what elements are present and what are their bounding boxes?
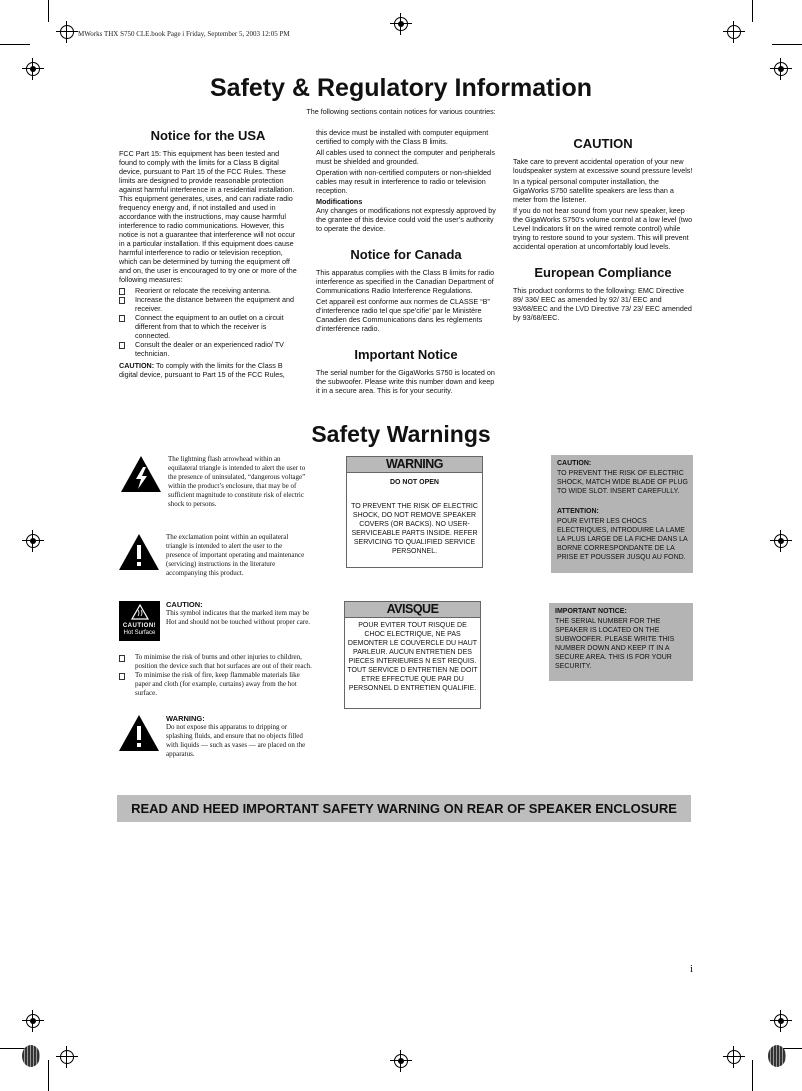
list-item: Increase the distance between the equipment and receiver. (119, 295, 297, 313)
important-notice-heading: Important Notice (354, 347, 458, 362)
hot-icon-label: CAUTION! (122, 623, 157, 629)
lightning-description: The lightning flash arrowhead within an equilateral triangle is intended to alert the user to the presence of uninsulated, “dangerous voltage” within the product’s enclosure, that may be of sufficient magnitude to constitute risk of electric shock to persons. (168, 455, 306, 508)
operation-paragraph: Operation with non-certified computers or non-shielded cables may result in interference to radio or television reception. (316, 168, 491, 195)
caution-paragraph: Take care to prevent accidental operation of your new loudspeaker system at excessive sound pressure levels! (513, 157, 693, 175)
canada-english: This apparatus complies with the Class B limits for radio interference as specified in the Canadian Department of Communications Radio Interference Regulations. (316, 268, 495, 295)
crop-mark (752, 1060, 753, 1091)
plug-caution-text: TO PREVENT THE RISK OF ELECTRIC SHOCK, MATCH WIDE BLADE OF PLUG TO WIDE SLOT. INSERT CAREFULLY. (557, 470, 688, 495)
modifications-text: Any changes or modifications not expressly approved by the grantee of this device could void the user’s authority to operate the device. (316, 206, 496, 233)
crop-mark (752, 0, 753, 22)
list-item: To minimise the risk of burns and other injuries to children, position the device such that hot surfaces are out of their reach. (119, 653, 315, 671)
important-notice-label: IMPORTANT NOTICE: (555, 608, 627, 615)
fcc-measures-list (119, 286, 297, 358)
book-header: MWorks THX S750 CLE.book Page i Friday, September 5, 2003 12:05 PM (78, 30, 290, 38)
class-b-paragraph: this device must be installed with computer equipment certified to comply with the Class B limits. (316, 128, 489, 146)
safety-warnings-title: Safety Warnings (311, 421, 491, 447)
hot-surface-bullets (119, 653, 315, 698)
avisque-text: POUR EVITER TOUT RISQUE DE CHOC ELECTRIQUE, NE PAS DEMONTER LE COUVERCLE DU HAUT PARLEUR. AUCUN ENTRETIEN DES PIECES INTERIEURES N EST REQUIS. TOUT SERVICE D ENTRETIEN NE DOIT ETRE EFFECTUE QUE PAR DU PERSONNEL D ENTRETIEN QUALIFIE. (347, 622, 478, 692)
color-bar-mark (22, 1045, 40, 1067)
canada-french: Cet appareil est conforme aux normes de CLASSE “B” d’interference radio tel que spe’cifie’ par le Ministère Canadien des Communications dans les règlements d’interférence radio. (316, 297, 490, 333)
warning-box-heading: WARNING (347, 457, 482, 473)
avisque-heading: AVISQUE (345, 602, 480, 618)
crop-mark (0, 44, 30, 45)
page-title: Safety & Regulatory Information (210, 74, 592, 102)
caution-heading: CAUTION (573, 136, 633, 151)
crop-mark (772, 44, 802, 45)
hot-icon-sublabel: Hot Surface (123, 630, 156, 636)
european-compliance-text: This product conforms to the following: EMC Directive 89/ 336/ EEC as amended by 92/ 31/ EEC and 93/68/EEC and the LVD Directive 73/ 23/ EEC amended by 93/68/EEC. (513, 286, 692, 322)
registration-mark (390, 1050, 412, 1072)
registration-mark (723, 21, 745, 43)
registration-mark (56, 1046, 78, 1068)
registration-mark (770, 530, 792, 552)
attention-label: ATTENTION: (557, 508, 599, 515)
list-item: Reorient or relocate the receiving antenna. (119, 286, 297, 295)
plug-caution-label: CAUTION: (557, 460, 592, 467)
fcc-paragraph: FCC Part 15: This equipment has been tested and found to comply with the limits for a Class B digital device, pursuant to Part 15 of the FCC Rules. These limits are designed to provide reasonable protection against harmful interference in a residential installation. This equipment generates, uses, and can radiate radio frequency energy and, if not installed and used in accordance with the instructions, may cause harmful interference to radio communications. However, this notice is not a guarantee that interference will not occur in a particular installation. If this equipment does cause harmful interference to radio or television reception, which can be determined by turning the equipment off and on, the user is encouraged to try one or more of the following measures: (119, 149, 297, 284)
warning-box (346, 456, 483, 568)
list-item: Connect the equipment to an outlet on a circuit different from that to which the receiver is connected. (119, 313, 297, 340)
registration-mark (22, 1010, 44, 1032)
fcc-caution: CAUTION: To comply with the limits for the Class B digital device, pursuant to Part 15 of the FCC Rules, (119, 361, 285, 379)
exclamation-warning-icon (118, 533, 160, 576)
registration-mark (770, 1010, 792, 1032)
caution-paragraph: If you do not hear sound from your new speaker, keep the GigaWorks S750’s volume control at a low level (two Level Indicators lit on the wired remote control) while trying to restore sound to your system. This will prevent accidental operation at uncomfortably loud levels. (513, 206, 693, 251)
crop-mark (48, 0, 49, 22)
crop-mark (48, 1060, 49, 1091)
important-notice-text: The serial number for the GigaWorks S750 is located on the subwoofer. Please write this number down and keep it in a secure area. This is for your security. (316, 368, 495, 395)
canada-heading: Notice for Canada (350, 247, 462, 262)
hot-surface-icon (119, 601, 160, 641)
usa-notice (119, 128, 297, 381)
attention-text: POUR EVITER LES CHOCS ELECTRIQUES, INTRODUIRE LA LAME LA PLUS LARGE DE LA FICHE DANS LA BORNE CORRESPONDANTE DE LA PRISE ET POUSSER JUSQU AU FOND. (557, 518, 688, 561)
registration-mark (22, 530, 44, 552)
warning-box-text: TO PREVENT THE RISK OF ELECTRIC SHOCK, DO NOT REMOVE SPEAKER COVERS (OR BACKS). NO USER-SERVICEABLE PARTS INSIDE. REFER SERVICING TO QUALIFIED SERVICE PERSONNEL. (351, 503, 478, 555)
warning-box-subheading: DO NOT OPEN (389, 479, 439, 486)
cables-paragraph: All cables used to connect the computer and peripherals must be shielded and grounded. (316, 148, 495, 166)
page-subtitle: The following sections contain notices for various countries: (306, 107, 496, 116)
safety-banner: READ AND HEED IMPORTANT SAFETY WARNING ON REAR OF SPEAKER ENCLOSURE (117, 795, 691, 822)
liquid-warning-icon (118, 714, 160, 757)
list-item: To minimise the risk of fire, keep flammable materials like paper and cloth (for example, curtains) away from the hot surface. (119, 671, 315, 698)
registration-mark (390, 13, 412, 35)
exclamation-description: The exclamation point within an equilateral triangle is intended to alert the user to the presence of important operating and maintenance (servicing) instructions in the literature accompanying this product. (166, 533, 305, 577)
list-item: Consult the dealer or an experienced radio/ TV technician. (119, 340, 297, 358)
liquid-warning-description: WARNING: Do not expose this apparatus to dripping or splashing fluids, and ensure that no objects filled with liquids — such as vases — are placed on the apparatus. (166, 714, 306, 758)
modifications-heading: Modifications (316, 197, 363, 206)
lightning-warning-icon (120, 455, 162, 498)
important-notice-box (549, 603, 693, 681)
color-bar-mark (768, 1045, 786, 1067)
registration-mark (56, 21, 78, 43)
registration-mark (723, 1046, 745, 1068)
caution-paragraph: In a typical personal computer installation, the GigaWorks S750 satellite speakers are less than a meter from the listener. (513, 177, 674, 204)
hot-surface-description: CAUTION: This symbol indicates that the marked item may be Hot and should not be touched without proper care. (166, 600, 311, 626)
usa-heading: Notice for the USA (150, 128, 266, 143)
important-notice-box-text: THE SERIAL NUMBER FOR THE SPEAKER IS LOCATED ON THE SUBWOOFER. PLEASE WRITE THIS NUMBER DOWN AND KEEP IT IN A SECURE AREA. THIS IS FOR YOUR SECURITY. (555, 618, 675, 670)
middle-column (316, 128, 496, 397)
right-column (513, 136, 693, 324)
european-compliance-heading: European Compliance (534, 265, 672, 280)
page-number: i (690, 963, 694, 975)
plug-caution-box (551, 455, 693, 573)
avisque-box (344, 601, 481, 709)
